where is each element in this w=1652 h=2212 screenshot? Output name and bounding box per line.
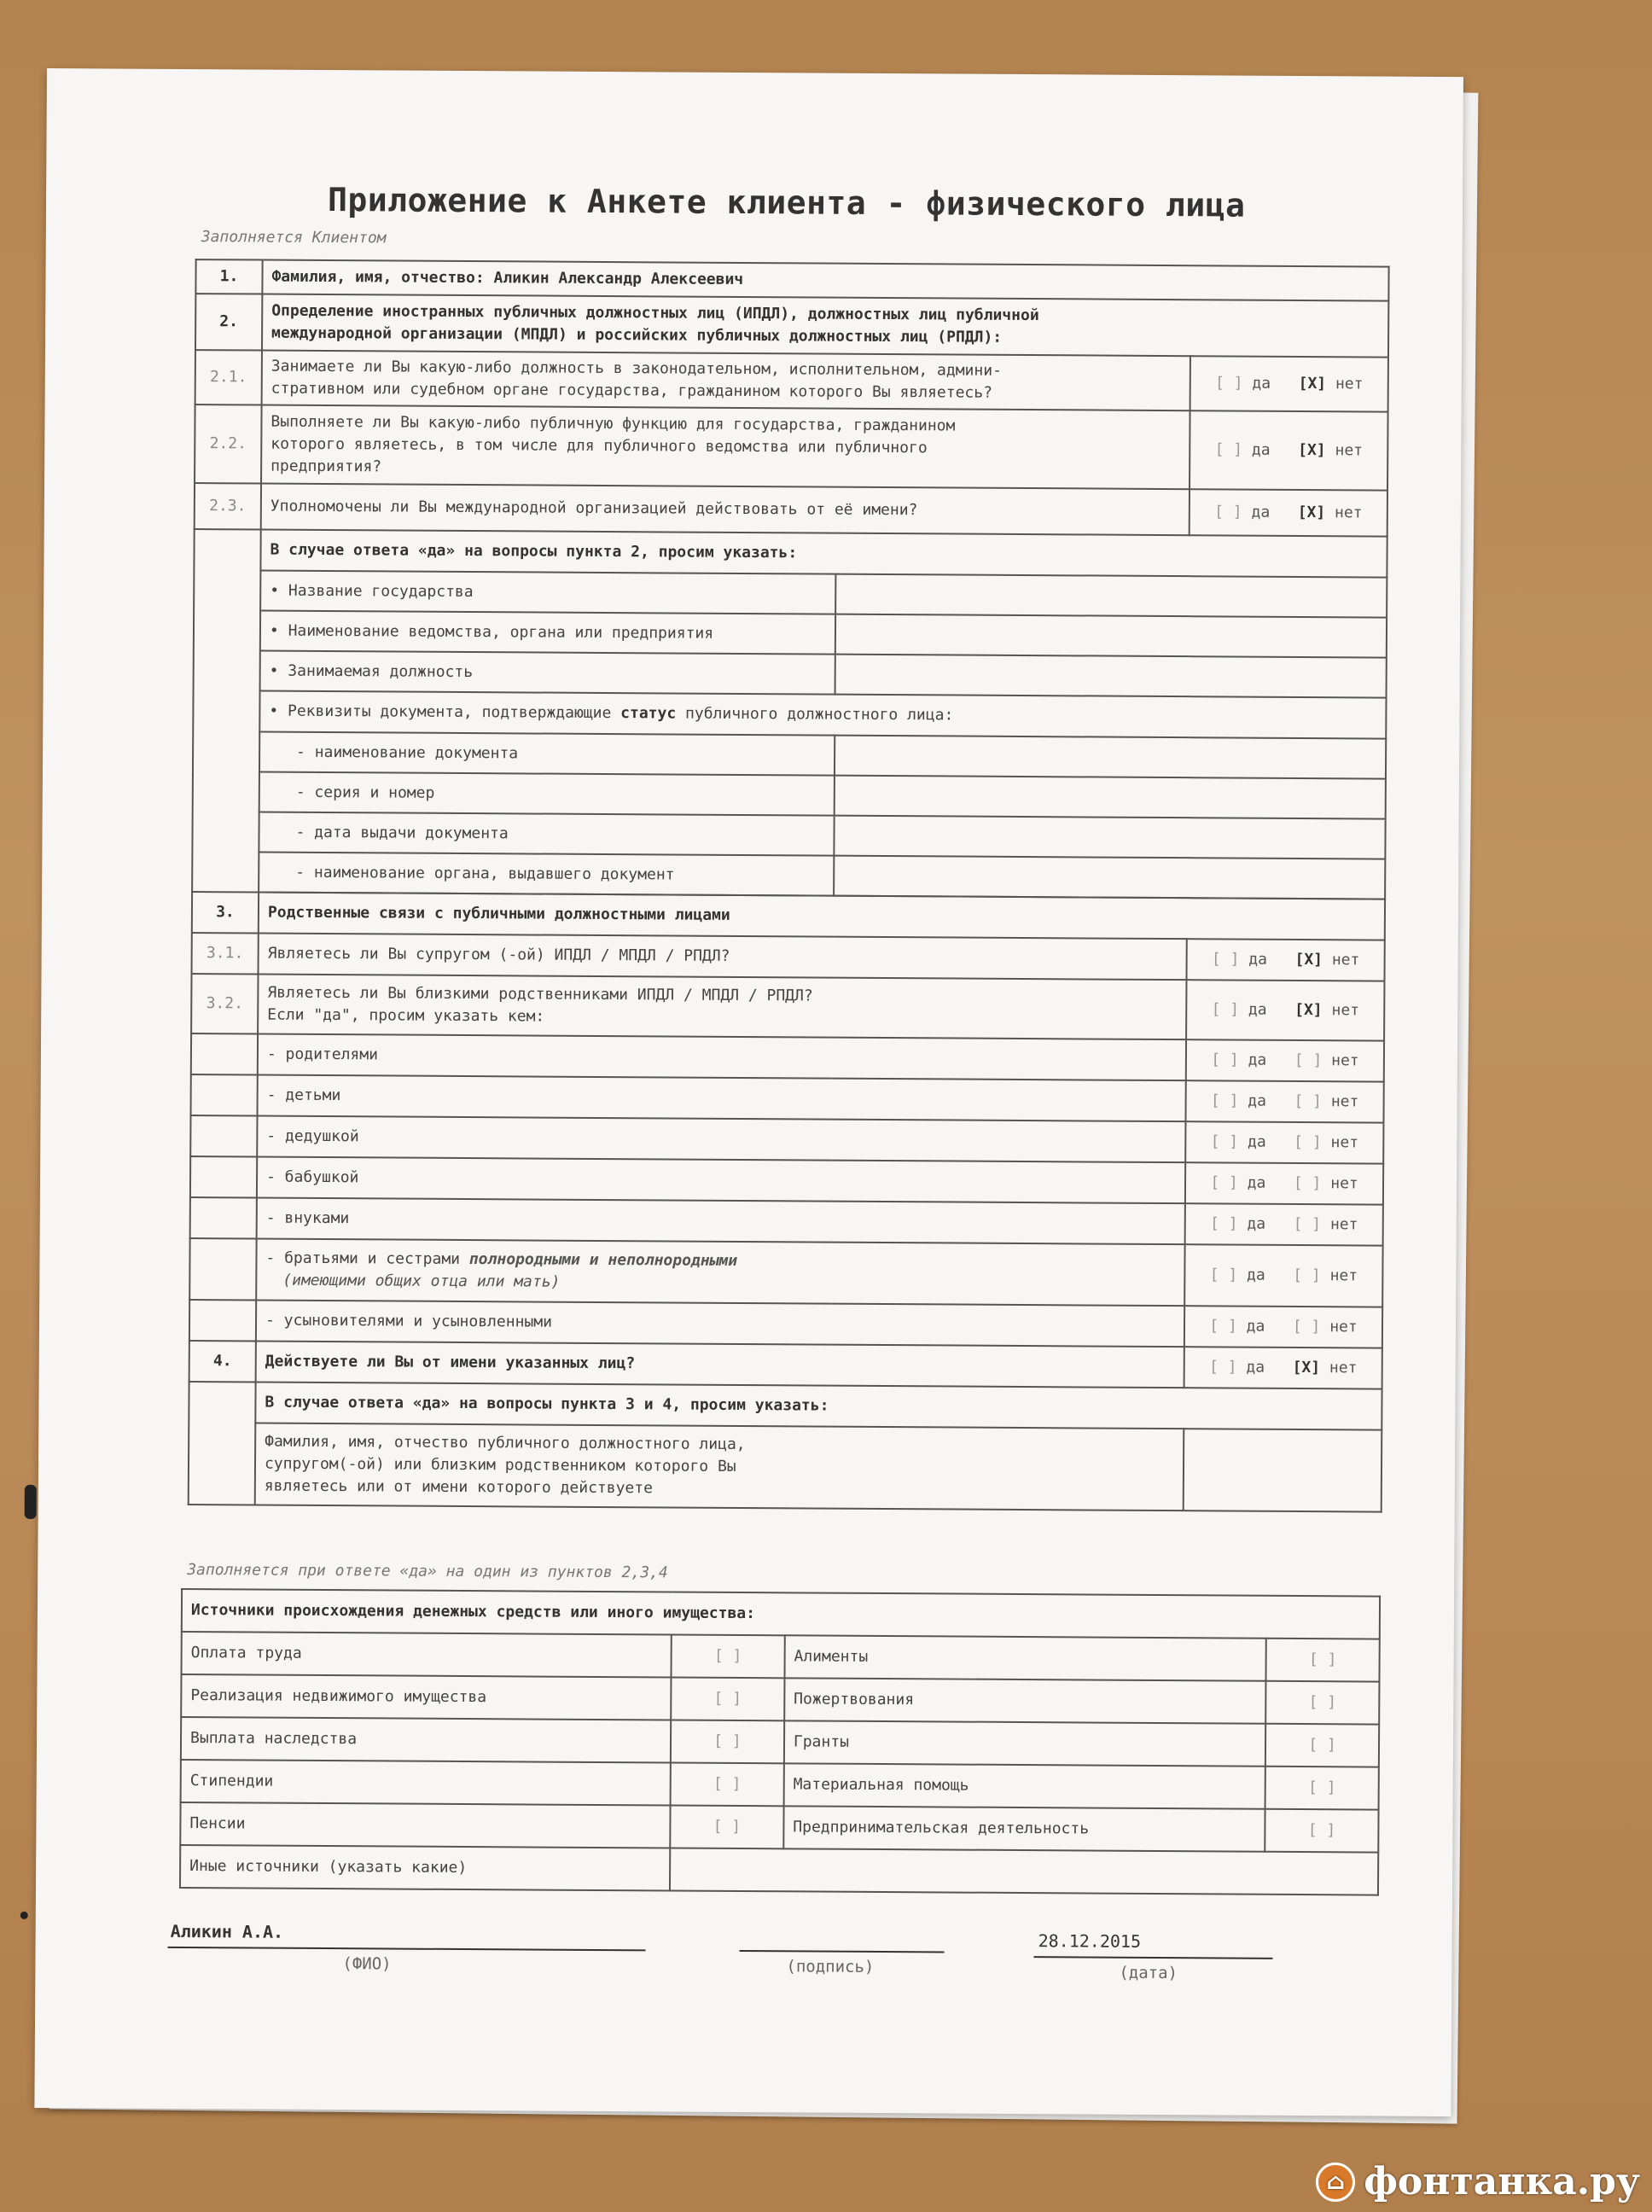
field-label: - дата выдачи документа xyxy=(259,812,834,856)
filled-if-yes-note: Заполняется при ответе «да» на один из пунктов 2,3,4 xyxy=(187,1561,668,1582)
yes-label: да xyxy=(1247,1214,1266,1233)
yes-no-answer xyxy=(1184,1244,1382,1307)
row-relative-siblings xyxy=(189,1238,1382,1307)
yes-checkbox[interactable]: [ ] xyxy=(1211,1000,1240,1019)
row-if-yes-2 xyxy=(194,529,1387,578)
if-yes-heading: В случае ответа «да» на вопросы пункта 3 и 4, просим указать: xyxy=(255,1382,1382,1430)
sources-row xyxy=(180,1802,1378,1853)
relative-label: - внуками xyxy=(257,1198,1185,1245)
question-line: стративном или судебном органе государства, гражданином которого Вы являетесь? xyxy=(270,379,993,402)
siblings-note: (имеющими общих отца или мать) xyxy=(282,1271,561,1291)
question-text xyxy=(258,975,1187,1040)
row-official-fio xyxy=(189,1423,1382,1512)
source-checkbox[interactable]: [ ] xyxy=(670,1806,783,1849)
no-label: нет xyxy=(1330,1133,1359,1152)
label-line: Фамилия, имя, отчество публичного должностного лица, xyxy=(265,1432,746,1454)
source-checkbox[interactable]: [ ] xyxy=(1265,1809,1378,1853)
question-text: Уполномочены ли Вы международной организацией действовать от её имени? xyxy=(261,484,1190,536)
watermark xyxy=(1316,2160,1640,2203)
question-line: Если "да", просим указать кем: xyxy=(267,1005,545,1026)
row-doc-name xyxy=(193,731,1386,779)
source-label: Пенсии xyxy=(180,1802,670,1848)
row-position xyxy=(194,650,1387,698)
row-doc-date xyxy=(192,812,1385,859)
section-number: 3. xyxy=(192,892,259,933)
yes-checkbox[interactable]: [ ] xyxy=(1210,1132,1239,1151)
row-country xyxy=(194,570,1387,618)
no-checkbox[interactable]: [ ] xyxy=(1293,1214,1322,1234)
doc-issuer-input[interactable] xyxy=(834,856,1385,899)
source-label: Реализация недвижимого имущества xyxy=(181,1674,671,1720)
empty-number-cell xyxy=(190,1156,257,1197)
row-section-4 xyxy=(189,1341,1382,1389)
no-checkbox[interactable]: [ ] xyxy=(1294,1051,1323,1070)
yes-no-answer xyxy=(1184,1306,1382,1348)
row-relative-adoptive xyxy=(189,1300,1382,1348)
yes-no-answer xyxy=(1186,1080,1384,1122)
yes-label: да xyxy=(1246,1358,1265,1377)
yes-label: да xyxy=(1252,374,1271,393)
source-label: Стипендии xyxy=(181,1760,671,1806)
no-label: нет xyxy=(1335,441,1364,460)
source-label: Выплата наследства xyxy=(181,1717,671,1763)
doc-date-input[interactable] xyxy=(834,816,1385,859)
row-doc-series xyxy=(193,771,1386,819)
question-line: предприятия? xyxy=(270,457,382,476)
yes-checkbox[interactable]: [ ] xyxy=(1211,1051,1239,1069)
no-checkbox[interactable]: [X] xyxy=(1292,1358,1321,1377)
heading-line: международной организации (МПДЛ) и российских публичных должностных лиц (РПДЛ): xyxy=(271,323,1003,346)
source-checkbox[interactable]: [ ] xyxy=(671,1763,784,1807)
if-yes-heading: В случае ответа «да» на вопросы пункта 2, просим указать: xyxy=(260,530,1387,578)
row-question-3-1 xyxy=(192,933,1385,981)
signature-caption: (подпись) xyxy=(786,1957,875,1976)
row-document-details xyxy=(193,690,1386,739)
relative-label xyxy=(256,1239,1185,1307)
no-label: нет xyxy=(1329,1359,1358,1377)
yes-label: да xyxy=(1247,1132,1266,1151)
source-checkbox[interactable]: [ ] xyxy=(1265,1767,1379,1810)
empty-number-cell xyxy=(192,529,261,892)
question-number: 2.1. xyxy=(195,350,262,405)
yes-no-answer xyxy=(1184,1347,1382,1388)
yes-checkbox[interactable]: [ ] xyxy=(1209,1317,1237,1336)
yes-checkbox[interactable]: [ ] xyxy=(1215,374,1243,393)
source-checkbox[interactable]: [ ] xyxy=(1265,1724,1379,1767)
source-checkbox[interactable]: [ ] xyxy=(1265,1681,1379,1725)
official-fio-label xyxy=(255,1423,1184,1511)
question-number: 3.1. xyxy=(192,933,259,974)
label-line: являетесь или от имени которого действуете xyxy=(264,1476,654,1498)
yes-label: да xyxy=(1251,440,1271,459)
heading-line: Определение иностранных публичных должностных лиц (ИПДЛ), должностных лиц публичной xyxy=(271,301,1039,325)
sources-header: Источники происхождения денежных средств или иного имущества: xyxy=(182,1589,1380,1639)
yes-no-answer xyxy=(1185,1203,1383,1245)
yes-no-answer xyxy=(1190,410,1387,490)
no-label: нет xyxy=(1331,1051,1359,1070)
relative-label: - дедушкой xyxy=(257,1116,1185,1163)
doc-series-input[interactable] xyxy=(835,776,1386,819)
row-section-2 xyxy=(195,294,1388,358)
sources-row xyxy=(181,1674,1379,1725)
fontanka-logo-icon: ⌂ xyxy=(1316,2163,1355,2202)
field-label: • Занимаемая должность xyxy=(260,651,835,695)
relative-label: - родителями xyxy=(258,1034,1186,1081)
yes-checkbox[interactable]: [ ] xyxy=(1214,440,1243,459)
ink-dot xyxy=(20,1912,28,1919)
document-title: Приложение к Анкете клиента - физического лица xyxy=(327,181,1246,224)
questionnaire-table xyxy=(188,259,1390,1513)
row-doc-issuer xyxy=(192,852,1385,899)
section-3-heading: Родственные связи с публичными должностными лицами xyxy=(259,893,1385,940)
yes-checkbox[interactable]: [ ] xyxy=(1210,1091,1239,1110)
label-bold-part: статус xyxy=(620,704,677,723)
row-if-yes-3-4 xyxy=(189,1382,1382,1430)
source-label: Алименты xyxy=(784,1635,1266,1680)
yes-label: да xyxy=(1251,503,1271,521)
field-label: - наименование документа xyxy=(259,732,835,776)
empty-number-cell xyxy=(189,1300,256,1341)
question-text xyxy=(262,351,1190,411)
yes-no-answer xyxy=(1190,356,1388,411)
sign-date: 28.12.2015 xyxy=(1038,1930,1142,1952)
relative-label: - усыновителями и усыновленными xyxy=(256,1301,1184,1348)
no-label: нет xyxy=(1335,504,1363,522)
source-label: Предпринимательская деятельность xyxy=(783,1806,1265,1851)
source-label: Оплата труда xyxy=(182,1632,672,1678)
document-page xyxy=(34,68,1463,2116)
section-2-heading xyxy=(262,294,1388,358)
row-agency xyxy=(194,610,1387,658)
source-label: Иные источники (указать какие) xyxy=(180,1845,670,1891)
no-label: нет xyxy=(1330,1092,1359,1111)
country-input[interactable] xyxy=(835,574,1387,618)
sources-row xyxy=(181,1760,1379,1810)
filled-by-client-note: Заполняется Клиентом xyxy=(201,228,387,247)
date-caption: (дата) xyxy=(1119,1963,1178,1983)
no-label: нет xyxy=(1335,375,1364,393)
yes-label: да xyxy=(1248,950,1268,969)
field-label: • Наименование ведомства, органа или предприятия xyxy=(260,611,835,655)
question-line: Являетесь ли Вы близкими родственниками ИПДЛ / МПДЛ / РПДЛ? xyxy=(267,983,813,1005)
yes-checkbox[interactable]: [ ] xyxy=(1211,950,1240,969)
source-label: Материальная помощь xyxy=(783,1763,1265,1808)
date-line xyxy=(1033,1956,1272,1959)
yes-no-answer xyxy=(1186,980,1384,1040)
source-checkbox[interactable]: [ ] xyxy=(672,1635,785,1679)
ink-stain xyxy=(25,1485,37,1519)
no-label: нет xyxy=(1329,1215,1358,1234)
section-4-question: Действуете ли Вы от имени указанных лиц? xyxy=(256,1342,1184,1388)
no-checkbox[interactable]: [ ] xyxy=(1294,1132,1322,1152)
yes-label: да xyxy=(1248,1051,1267,1069)
row-relative-grandfather xyxy=(190,1115,1383,1164)
no-checkbox[interactable]: [ ] xyxy=(1292,1317,1321,1336)
empty-number-cell xyxy=(191,1074,258,1115)
question-number: 2.2. xyxy=(195,405,262,483)
label-part: • Реквизиты документа, подтверждающие xyxy=(269,701,612,723)
sources-header-row xyxy=(182,1589,1380,1639)
label-part: публичного должностного лица: xyxy=(684,704,954,725)
doc-name-input[interactable] xyxy=(835,736,1386,779)
yes-no-answer xyxy=(1186,1039,1384,1081)
no-checkbox[interactable]: [X] xyxy=(1294,950,1323,969)
relative-label: - бабушкой xyxy=(257,1157,1185,1204)
no-checkbox[interactable]: [X] xyxy=(1298,440,1326,460)
no-label: нет xyxy=(1329,1266,1358,1285)
yes-no-answer xyxy=(1185,1162,1383,1204)
yes-label: да xyxy=(1248,1000,1267,1019)
name-line xyxy=(168,1947,646,1951)
full-name-field: Фамилия, имя, отчество: Аликин Александр Алексеевич xyxy=(262,260,1388,301)
row-section-3 xyxy=(192,892,1385,940)
field-label: - наименование органа, выдавшего документ xyxy=(259,853,834,896)
name-caption: (ФИО) xyxy=(342,1954,392,1974)
relative-label: - детьми xyxy=(257,1075,1185,1122)
source-checkbox[interactable]: [ ] xyxy=(671,1720,784,1764)
source-label: Гранты xyxy=(784,1720,1266,1766)
yes-no-answer xyxy=(1190,489,1387,536)
watermark-text: фонтанка.ру xyxy=(1364,2160,1640,2203)
no-label: нет xyxy=(1330,1174,1358,1193)
section-number: 1. xyxy=(195,259,262,294)
yes-label: да xyxy=(1246,1266,1265,1284)
signer-name: Аликин А.А. xyxy=(170,1920,284,1942)
empty-number-cell xyxy=(190,1115,257,1156)
row-question-2-3 xyxy=(195,483,1387,537)
field-label: - серия и номер xyxy=(259,772,835,816)
no-checkbox[interactable]: [ ] xyxy=(1293,1173,1322,1193)
yes-label: да xyxy=(1247,1173,1266,1192)
other-sources-input[interactable] xyxy=(670,1848,1378,1895)
row-relative-grandchildren xyxy=(190,1197,1383,1246)
yes-no-answer xyxy=(1185,1121,1383,1163)
source-label: Пожертвования xyxy=(784,1678,1266,1723)
row-relative-parents xyxy=(191,1033,1384,1082)
question-line: которого являетесь, в том числе для публичного ведомства или публичного xyxy=(270,434,928,457)
yes-label: да xyxy=(1246,1317,1265,1336)
no-label: нет xyxy=(1331,951,1360,969)
yes-checkbox[interactable]: [ ] xyxy=(1210,1214,1238,1233)
question-line: Выполняете ли Вы какую-либо публичную функцию для государства, гражданином xyxy=(270,412,956,435)
yes-checkbox[interactable]: [ ] xyxy=(1210,1173,1238,1192)
yes-checkbox[interactable]: [ ] xyxy=(1209,1266,1238,1284)
question-number: 3.2. xyxy=(191,974,258,1033)
document-details-label xyxy=(259,691,1386,739)
label-line: супругом(-ой) или близким родственником которого Вы xyxy=(264,1454,736,1476)
signature-line[interactable] xyxy=(740,1950,945,1953)
agency-input[interactable] xyxy=(835,614,1387,658)
row-question-2-1 xyxy=(195,350,1388,412)
position-input[interactable] xyxy=(835,655,1386,698)
sources-other-row xyxy=(180,1845,1378,1895)
section-number: 4. xyxy=(189,1341,256,1382)
row-relative-grandmother xyxy=(190,1156,1383,1205)
yes-checkbox[interactable]: [ ] xyxy=(1208,1358,1237,1377)
yes-no-answer xyxy=(1187,939,1385,981)
empty-number-cell xyxy=(189,1382,256,1505)
sources-row xyxy=(182,1632,1380,1682)
row-question-3-2 xyxy=(191,974,1384,1041)
sources-table xyxy=(179,1588,1381,1896)
field-label: • Название государства xyxy=(260,571,835,614)
question-line: Занимаете ли Вы какую-либо должность в законодательном, исполнительном, админи- xyxy=(270,357,1003,380)
empty-number-cell xyxy=(189,1238,256,1300)
source-checkbox[interactable]: [ ] xyxy=(671,1678,784,1721)
siblings-text: - братьями и сестрами xyxy=(265,1249,461,1268)
no-checkbox[interactable]: [X] xyxy=(1298,374,1327,393)
question-text xyxy=(261,405,1190,490)
no-checkbox[interactable]: [ ] xyxy=(1294,1091,1323,1111)
question-number: 2.3. xyxy=(195,483,261,529)
no-checkbox[interactable]: [X] xyxy=(1294,1000,1323,1020)
no-checkbox[interactable]: [X] xyxy=(1297,503,1326,522)
siblings-italic: полнородными и неполнородными xyxy=(468,1250,738,1270)
row-relative-children xyxy=(191,1074,1384,1123)
source-checkbox[interactable]: [ ] xyxy=(1266,1639,1380,1682)
row-question-2-2 xyxy=(195,405,1388,491)
empty-number-cell xyxy=(190,1197,257,1238)
yes-label: да xyxy=(1248,1091,1267,1110)
no-checkbox[interactable]: [ ] xyxy=(1293,1266,1321,1285)
sources-row xyxy=(181,1717,1379,1767)
section-number: 2. xyxy=(195,294,262,350)
empty-number-cell xyxy=(191,1033,258,1074)
no-label: нет xyxy=(1331,1001,1360,1020)
no-label: нет xyxy=(1329,1318,1358,1336)
yes-checkbox[interactable]: [ ] xyxy=(1214,503,1242,521)
question-text: Являетесь ли Вы супругом (-ой) ИПДЛ / МПДЛ / РПДЛ? xyxy=(258,934,1186,981)
official-fio-input[interactable] xyxy=(1184,1429,1382,1511)
